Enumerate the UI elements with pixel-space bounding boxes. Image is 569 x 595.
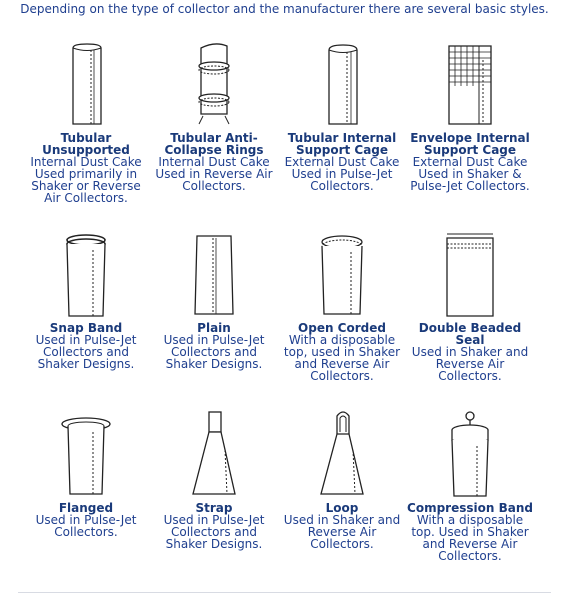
intro-text: Depending on the type of collector and the manufacturer there are several basic styles. xyxy=(20,2,549,16)
item-desc: Internal Dust Cake Used in Reverse Air Collectors. xyxy=(155,155,273,193)
item-title: Tubular Internal Support Cage xyxy=(287,131,397,157)
item-title: Flanged xyxy=(58,501,114,515)
strap-icon xyxy=(179,410,249,500)
open-corded-icon xyxy=(307,230,377,320)
internal-support-cage-icon xyxy=(307,40,377,128)
item-desc: Used in Pulse-Jet Collectors and Shaker Designs. xyxy=(163,513,265,551)
item-desc: Used in Pulse-Jet Collectors and Shaker Designs. xyxy=(163,333,265,371)
snap-band-icon xyxy=(51,230,121,320)
item-desc: With a disposable top, used in Shaker and Reverse Air Collectors. xyxy=(283,333,401,383)
bag-style-anti-collapse-rings xyxy=(150,40,278,220)
item-title: Plain xyxy=(197,321,231,335)
item-title: Open Corded xyxy=(298,321,386,335)
flanged-icon xyxy=(51,410,121,500)
tubular-unsupported-icon xyxy=(51,40,121,128)
item-title: Loop xyxy=(325,501,359,515)
item-desc: Used in Pulse-Jet Collectors. xyxy=(35,513,137,539)
item-desc: Used in Pulse-Jet Collectors and Shaker Designs. xyxy=(35,333,137,371)
envelope-cage-icon xyxy=(435,40,505,128)
item-title: Compression Band xyxy=(407,501,533,515)
bag-style-snap-band xyxy=(22,230,150,390)
item-title: Strap xyxy=(195,501,233,515)
item-desc: Used in Shaker and Reverse Air Collectors. xyxy=(411,345,529,383)
item-title: Envelope Internal Support Cage xyxy=(410,131,530,157)
bottom-divider xyxy=(18,592,551,593)
item-desc: Used in Shaker and Reverse Air Collectors. xyxy=(283,513,401,551)
bag-style-compression-band xyxy=(406,410,534,590)
loop-icon xyxy=(307,410,377,500)
bag-style-internal-support-cage xyxy=(278,40,406,220)
bag-style-double-beaded-seal xyxy=(406,230,534,390)
item-title: Tubular Anti-Collapse Rings xyxy=(164,131,264,157)
item-desc: Internal Dust Cake Used primarily in Shaker or Reverse Air Collectors. xyxy=(30,155,142,205)
item-desc: With a disposable top. Used in Shaker and Reverse Air Collectors. xyxy=(411,513,529,563)
item-desc: External Dust Cake Used in Pulse-Jet Collectors. xyxy=(284,155,400,193)
bag-style-envelope-cage xyxy=(406,40,534,220)
item-title: Snap Band xyxy=(49,321,123,335)
bag-style-strap xyxy=(150,410,278,550)
bag-style-open-corded xyxy=(278,230,406,390)
bag-style-loop xyxy=(278,410,406,550)
item-title: Tubular Unsupported xyxy=(42,131,130,157)
double-beaded-seal-icon xyxy=(435,230,505,320)
item-desc: External Dust Cake Used in Shaker & Pulse-Jet Collectors. xyxy=(410,155,530,193)
compression-band-icon xyxy=(435,410,505,500)
bag-style-plain xyxy=(150,230,278,390)
item-title: Double Beaded Seal xyxy=(418,321,522,347)
bag-style-flanged xyxy=(22,410,150,550)
bag-style-tubular-unsupported xyxy=(22,40,150,220)
anti-collapse-rings-icon xyxy=(179,40,249,128)
plain-icon xyxy=(179,230,249,320)
